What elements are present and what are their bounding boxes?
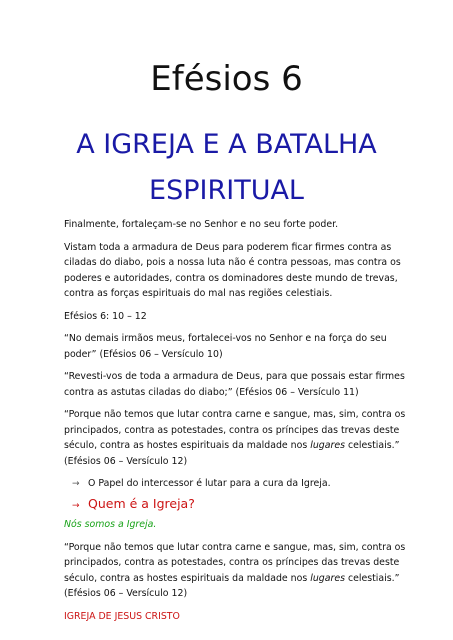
bullet-text-intercessor: O Papel do intercessor é lutar para a cura da Igreja. — [88, 478, 331, 489]
bullet-item-question — [72, 495, 409, 515]
page-subtitle: A IGREJA E A BATALHA ESPIRITUAL — [76, 129, 377, 206]
verse-12-text-start: “Porque não temos que lutar contra carne e sangue, mas, sim, contra os principados, contra as potestades, contra os príncipes das trevas deste século, contra as hostes espirituais da maldade nos — [64, 409, 406, 451]
paragraph-reference: Efésios 6: 10 – 12 — [64, 310, 147, 322]
verse-12-text-end: celestiais.” (Efésios 06 – Versículo 12) — [64, 440, 400, 467]
paragraph-armor: Vistam toda a armadura de Deus para poderem ficar firmes contra as ciladas do diabo, pois a nossa luta não é contra pessoas, mas contra os poderes e autoridades, contra os dominadores deste mundo de trevas, contra as forças espirituais do mal nas regiões celestiais. — [64, 241, 401, 299]
verse-12-repeat-text-end: celestiais.” (Efésios 06 – Versículo 12) — [64, 572, 400, 599]
paragraph-intro: Finalmente, fortaleçam-se no Senhor e no seu forte poder. — [64, 219, 339, 230]
paragraph-verse-11: “Revesti-vos de toda a armadura de Deus, para que possais estar firmes contra as astutas ciladas do diabo;” (Efésios 06 – Versículo 11) — [64, 371, 405, 398]
paragraph-verse-12 — [64, 407, 409, 469]
bullet-item-intercessor — [72, 476, 409, 493]
bullet-text-question: Quem é a Igreja? — [88, 495, 195, 511]
verse-12-italic-word: lugares — [310, 440, 345, 451]
footer-heading: IGREJA DE JESUS CRISTO — [64, 610, 180, 622]
verse-12-repeat-italic-word: lugares — [310, 572, 345, 584]
verse-12-repeat-text-start: “Porque não temos que lutar contra carne e sangue, mas, sim, contra os principados, contra as potestades, contra os príncipes das trevas deste século, contra as hostes espirituais da maldade nos — [64, 541, 406, 584]
paragraph-verse-12-repeat — [64, 540, 409, 602]
document-body — [64, 217, 409, 631]
arrow-right-icon: → — [72, 479, 80, 489]
bullet-list — [64, 476, 409, 514]
answer-line: Nós somos a Igreja. — [64, 519, 157, 530]
arrow-right-icon: → — [72, 500, 80, 511]
paragraph-verse-10: “No demais irmãos meus, fortalecei-vos no Senhor e na força do seu poder” (Efésios 06 – Versículo 10) — [64, 333, 387, 360]
page-title: Efésios 6 — [150, 59, 303, 99]
